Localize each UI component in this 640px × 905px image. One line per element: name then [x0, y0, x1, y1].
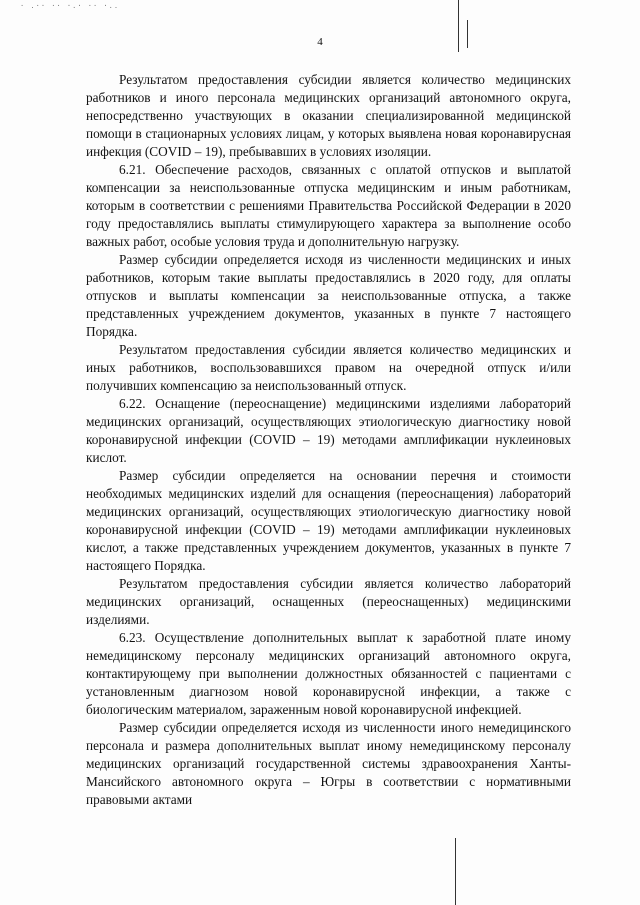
- paragraph: Результатом предоставления субсидии является количество лабораторий медицинских организаций, оснащенных (переоснащенных) медицинскими изделиями.: [86, 576, 571, 627]
- scan-noise: · .·· ·· ·.· ·· ·..: [20, 2, 120, 10]
- document-body: [86, 71, 571, 809]
- paragraph: Размер субсидии определяется на основании перечня и стоимости необходимых медицинских изделий для оснащения (переоснащения) лабораторий медицинских организаций, осуществляющих этиологическую диагностику новой коронавирусной инфекции (COVID – 19) методами амплификации нуклеиновых кислот, а также представленных учреждением документов, указанных в пункте 7 настоящего Порядка.: [86, 468, 571, 573]
- paragraph: Результатом предоставления субсидии является количество медицинских и иных работников, воспользовавшихся правом на очередной отпуск и/или получивших компенсацию за неиспользованный отпуск.: [86, 342, 571, 393]
- page-number: 4: [317, 36, 323, 48]
- paragraph: Результатом предоставления субсидии является количество медицинских работников и иного персонала медицинских организаций автономного округа, непосредственно участвующих в оказании специализированной медицинской помощи в стационарных условиях лицам, у которых выявлена новая коронавирусная инфекция (COVID – 19), пребывавших в условиях изоляции.: [86, 72, 571, 159]
- paragraph: 6.22. Оснащение (переоснащение) медицинскими изделиями лабораторий медицинских организаций, осуществляющих этиологическую диагностику новой коронавирусной инфекции (COVID – 19) методами амплификации нуклеиновых кислот.: [86, 396, 571, 465]
- paragraph: 6.23. Осуществление дополнительных выплат к заработной плате иному немедицинскому персоналу медицинских организаций автономного округа, контактирующему при выполнении должностных обязанностей с пациентами с установленным диагнозом новой коронавирусной инфекции, а также с биологическим материалом, зараженным новой коронавирусной инфекцией.: [86, 630, 571, 717]
- paragraph: Размер субсидии определяется исходя из численности иного немедицинского персонала и размера дополнительных выплат иному немедицинскому персоналу медицинских организаций государственной системы здравоохранения Ханты-Мансийского автономного округа – Югры в соответствии с нормативными правовыми актами: [86, 720, 571, 807]
- paragraph: 6.21. Обеспечение расходов, связанных с оплатой отпусков и выплатой компенсации за неиспользованные отпуска медицинским и иным работникам, которым в соответствии с решениями Правительства Российской Федерации в 2020 году предоставлялись выплаты стимулирующего характера за выполнение особо важных работ, особые условия труда и дополнительную нагрузку.: [86, 162, 571, 249]
- scan-line-bottom: [455, 838, 456, 905]
- paragraph: Размер субсидии определяется исходя из численности медицинских и иных работников, которым такие выплаты предоставлялись в 2020 году, для оплаты отпусков и выплаты компенсации за неиспользованные отпуска, а также представленных учреждением документов, указанных в пункте 7 настоящего Порядка.: [86, 252, 571, 339]
